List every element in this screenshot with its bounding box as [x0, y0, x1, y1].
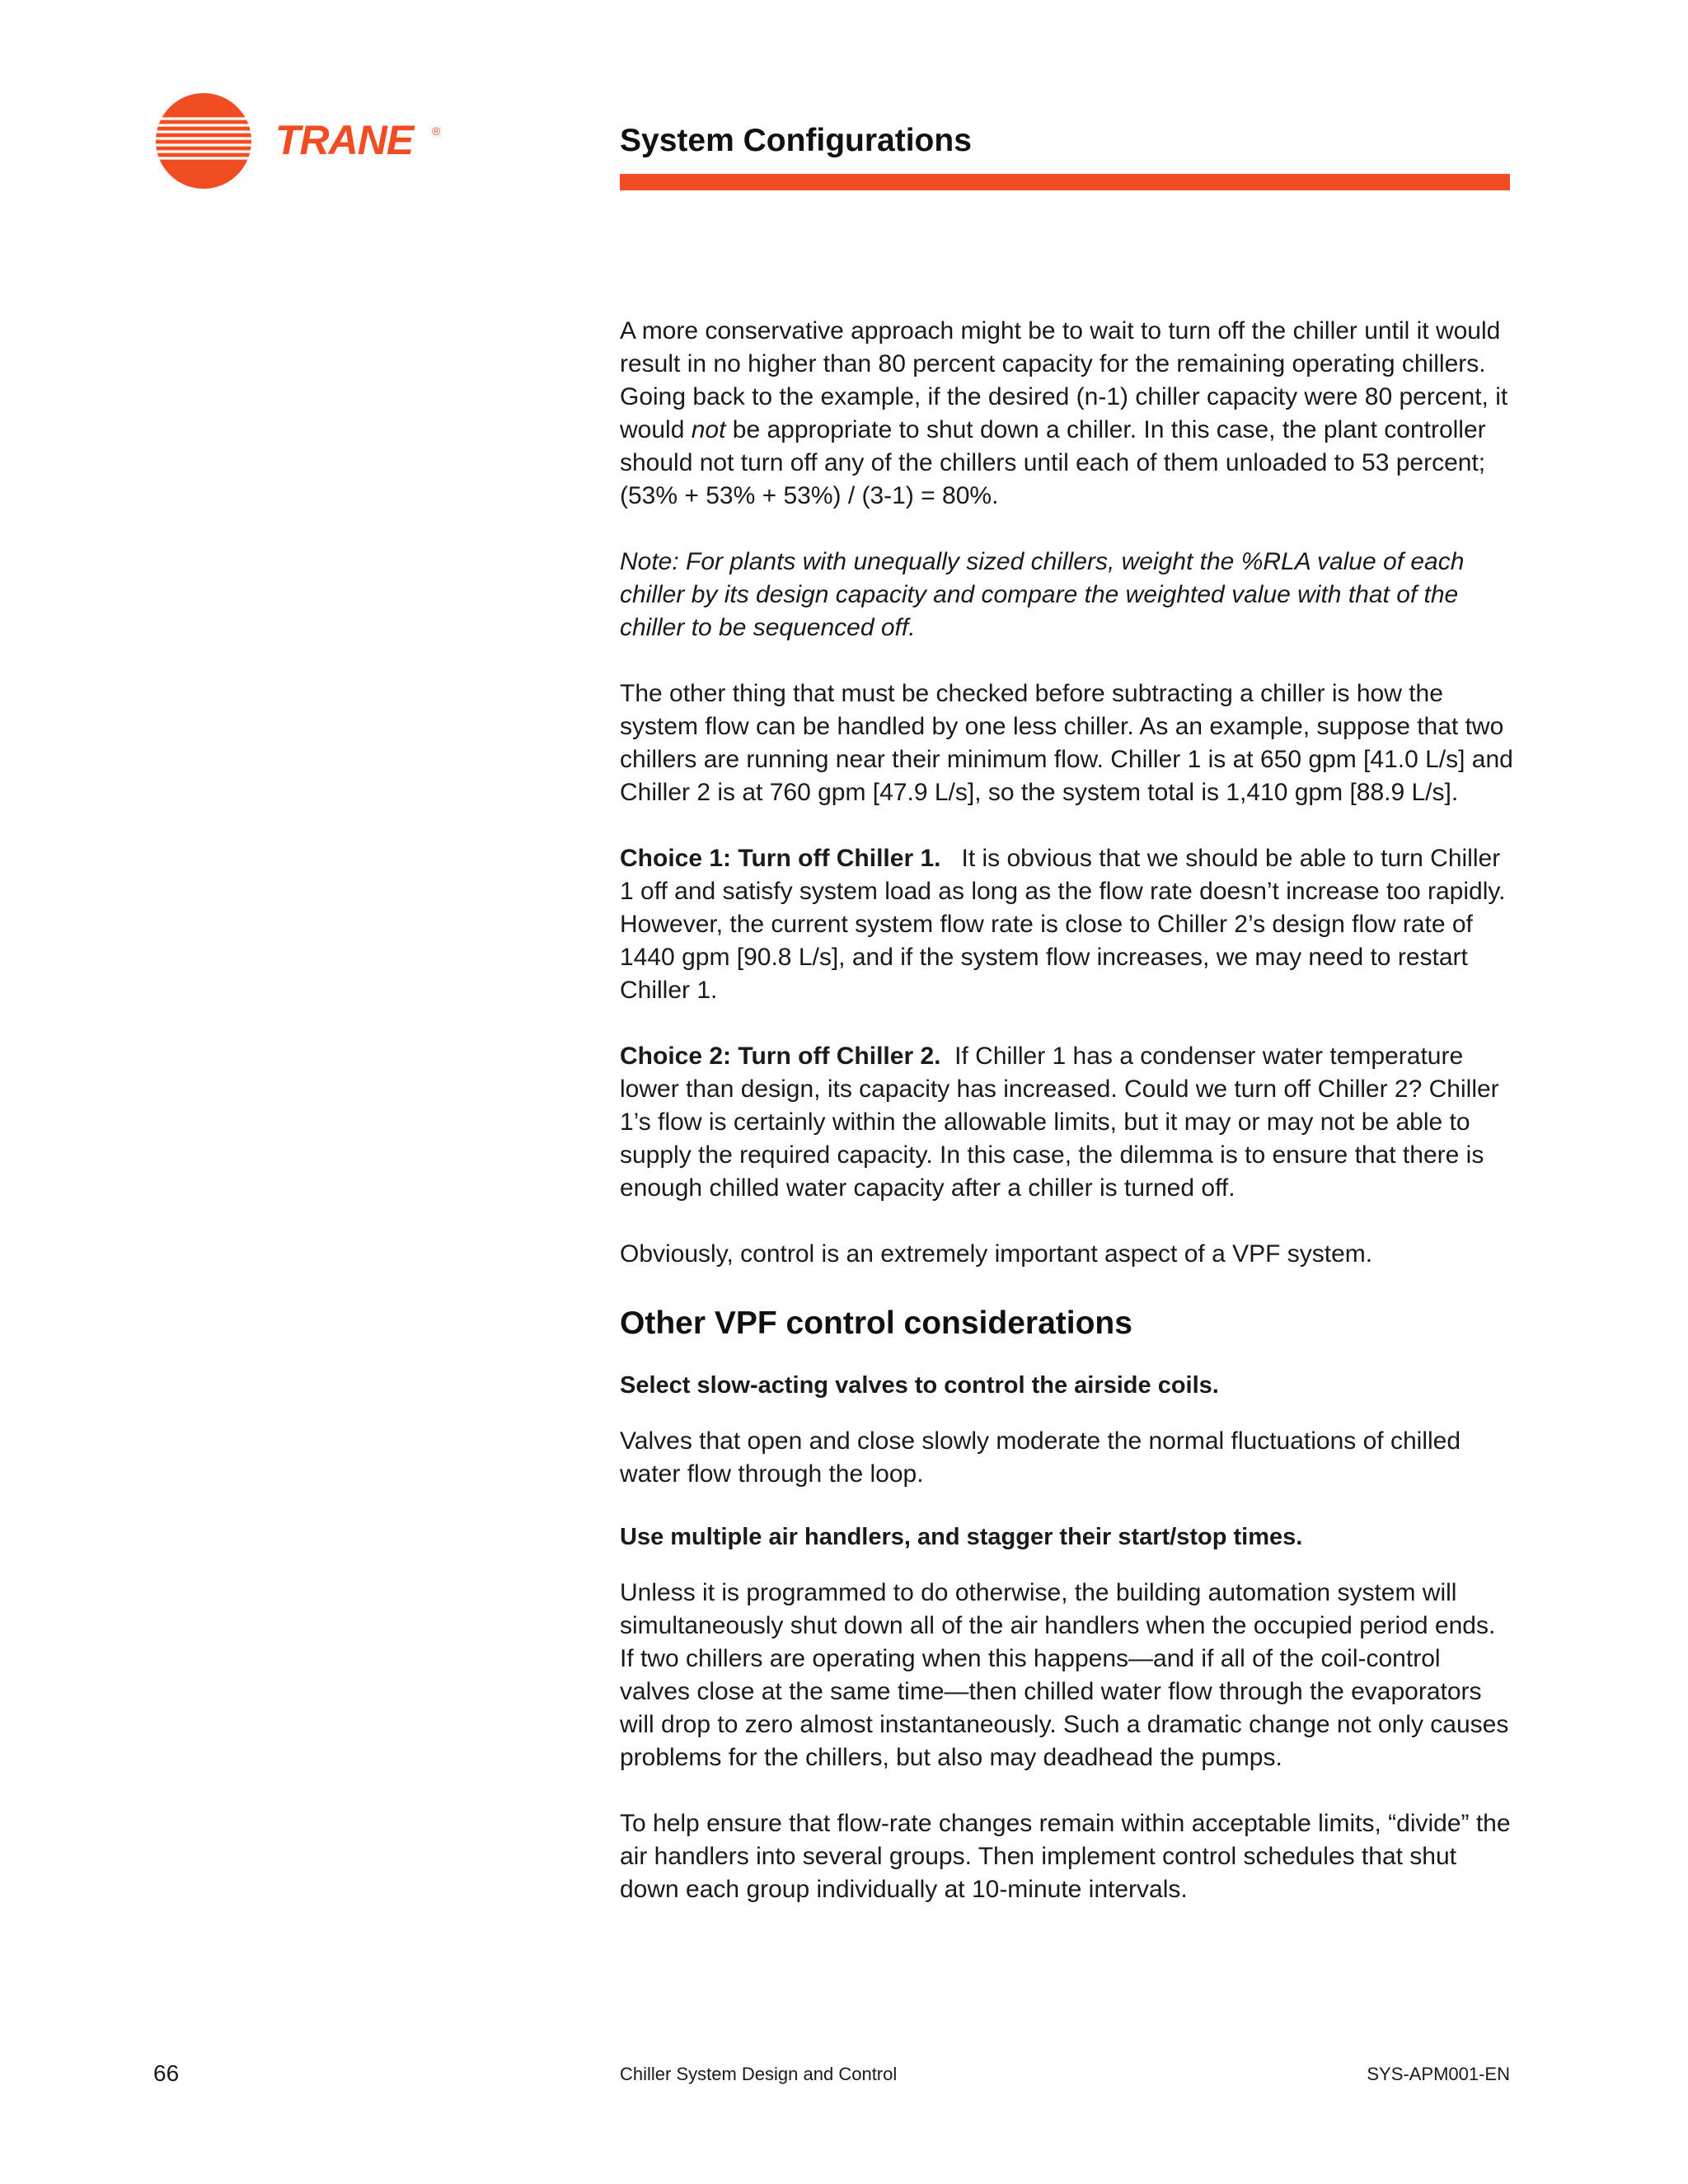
- logo-disc: [153, 93, 269, 189]
- choice-2-lead: Choice 2: Turn off Chiller 2.: [620, 1043, 941, 1070]
- paragraph-choice-1: Choice 1: Turn off Chiller 1. It is obvious that we should be able to turn Chiller 1 off and satisfy system load as long as the flow rate doesn’t increase too rapidly. However, the current system flow rate is close to Chiller 2’s design flow rate of 1440 gpm [90.8 L/s], and if the system flow increases, we may need to restart Chiller 1.: [620, 845, 1512, 1004]
- paragraph-valves: Valves that open and close slowly moderate the normal fluctuations of chilled water flow through the loop.: [620, 1427, 1461, 1488]
- footer-doc-code: SYS-APM001-EN: [1367, 2064, 1510, 2084]
- note-unequal-chillers: Note: For plants with unequally sized chillers, weight the %RLA value of each chiller by its design capacity and compare the weighted value with that of the chiller to be sequenced off.: [620, 548, 1465, 641]
- logo-registered-mark: ®: [432, 124, 441, 138]
- page-number: 66: [153, 2060, 180, 2086]
- section-title: System Configurations: [620, 123, 972, 158]
- logo-wordmark: TRANE: [275, 117, 414, 163]
- paragraph-divide-air-handlers: To help ensure that flow-rate changes remain within acceptable limits, “divide” the air handlers into several groups. Then implement control schedules that shut down each group individually at 10-minute intervals.: [620, 1809, 1511, 1903]
- paragraph-system-flow: The other thing that must be checked before subtracting a chiller is how the system flow can be handled by one less chiller. As an example, suppose that two chillers are running near their minimum flow. Chiller 1 is at 650 gpm [41.0 L/s] and Chiller 2 is at 760 gpm [47.9 L/s], so the system total is 1,410 gpm [88.9 L/s].: [620, 680, 1513, 806]
- heading-other-vpf-control: Other VPF control considerations: [620, 1305, 1132, 1341]
- main-content: [620, 315, 1514, 1939]
- choice-1-lead: Choice 1: Turn off Chiller 1.: [620, 845, 941, 872]
- paragraph-conservative-approach: A more conservative approach might be to wait to turn off the chiller until it would result in no higher than 80 percent capacity for the remaining operating chillers. Going back to the example, if the desired (n-1) chiller capacity were 80 percent, it would not be appropriate to shut down a chiller. In this case, the plant controller should not turn off any of the chillers until each of them unloaded to 53 percent; (53% + 53% + 53%) / (3-1) = 80%.: [620, 317, 1508, 509]
- subheading-slow-acting-valves: Select slow-acting valves to control the airside coils.: [620, 1371, 1219, 1399]
- trane-logo: [153, 91, 467, 194]
- footer-doc-title: Chiller System Design and Control: [620, 2064, 898, 2084]
- paragraph-choice-2: Choice 2: Turn off Chiller 2. If Chiller 1 has a condenser water temperature lower than design, its capacity has increased. Could we turn off Chiller 2? Chiller 1’s flow is certainly within the allowable limits, but it may or may not be able to supply the required capacity. In this case, the dilemma is to ensure that there is enough chilled water capacity after a chiller is turned off.: [620, 1043, 1506, 1202]
- title-rule: [620, 174, 1510, 190]
- subheading-multiple-air-handlers: Use multiple air handlers, and stagger their start/stop times.: [620, 1523, 1303, 1550]
- paragraph-control-importance: Obviously, control is an extremely important aspect of a VPF system.: [620, 1240, 1373, 1268]
- emphasis-not: not: [691, 416, 726, 443]
- paragraph-building-automation: Unless it is programmed to do otherwise, the building automation system will simultaneously shut down all of the air handlers when the occupied period ends. If two chillers are operating when this happens—and if all of the coil-control valves close at the same time—then chilled water flow through the evaporators will drop to zero almost instantaneously. Such a dramatic change not only causes problems for the chillers, but also may deadhead the pumps.: [620, 1578, 1509, 1771]
